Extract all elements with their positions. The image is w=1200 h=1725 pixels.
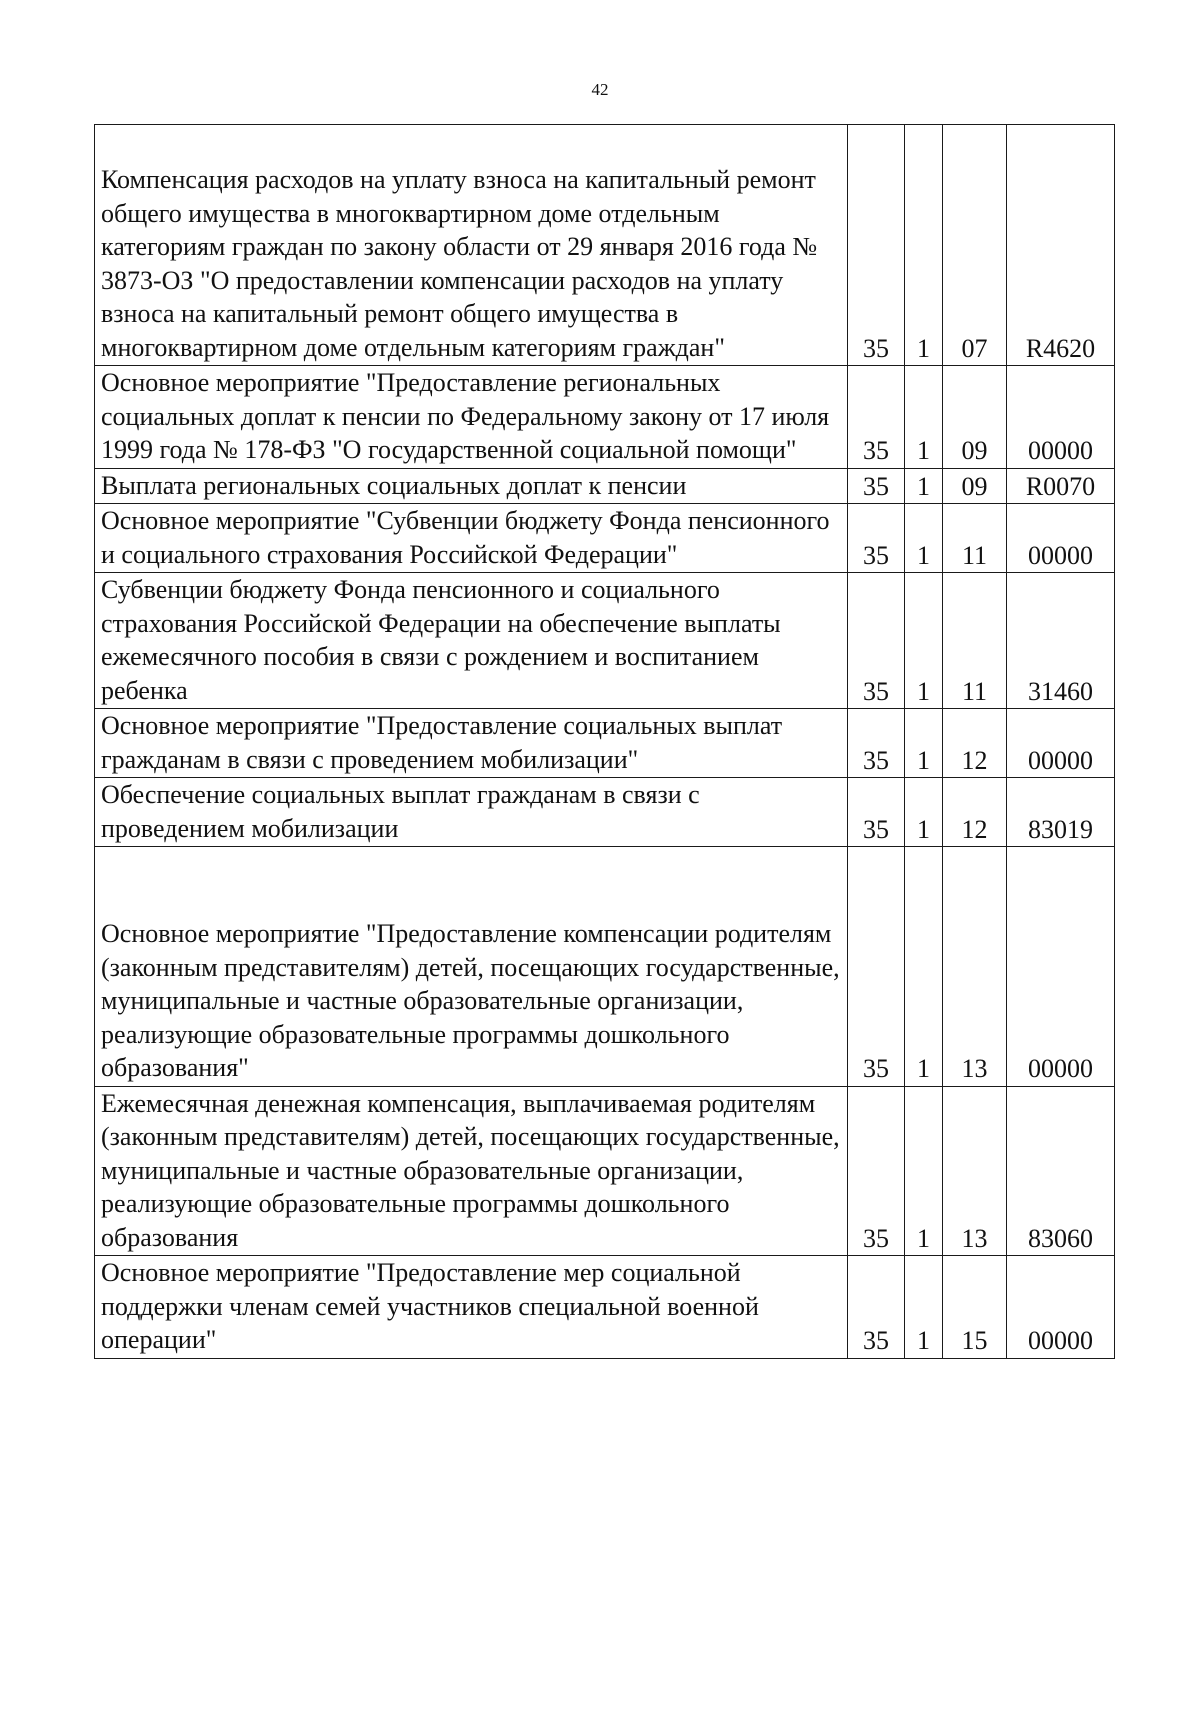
code-cell-4: 00000 — [1007, 366, 1115, 469]
code-cell-4: 31460 — [1007, 573, 1115, 709]
code-cell-4: 00000 — [1007, 847, 1115, 1087]
budget-classification-table — [94, 124, 1114, 1359]
table-row — [95, 1086, 1115, 1256]
code-cell-1: 35 — [848, 847, 905, 1087]
table-row — [95, 709, 1115, 778]
table-row — [95, 1256, 1115, 1359]
code-cell-3: 11 — [943, 504, 1007, 573]
code-cell-1: 35 — [848, 468, 905, 504]
code-cell-2: 1 — [905, 847, 943, 1087]
table-row — [95, 366, 1115, 469]
code-cell-2: 1 — [905, 504, 943, 573]
code-cell-3: 15 — [943, 1256, 1007, 1359]
code-cell-4: R4620 — [1007, 125, 1115, 366]
table — [94, 124, 1115, 1359]
code-cell-1: 35 — [848, 366, 905, 469]
code-cell-3: 13 — [943, 847, 1007, 1087]
code-cell-1: 35 — [848, 125, 905, 366]
row-name-cell: Выплата региональных социальных доплат к пенсии — [95, 468, 848, 504]
code-cell-2: 1 — [905, 709, 943, 778]
table-row — [95, 125, 1115, 366]
table-row — [95, 573, 1115, 709]
code-cell-1: 35 — [848, 1256, 905, 1359]
code-cell-3: 11 — [943, 573, 1007, 709]
code-cell-2: 1 — [905, 573, 943, 709]
row-name-cell: Основное мероприятие "Предоставление компенсации родителям (законным представителям) детей, посещающих государственные, муниципальные и частные образовательные организации, реализующие образовательные программы дошкольного образования" — [95, 847, 848, 1087]
code-cell-4: 83060 — [1007, 1086, 1115, 1256]
row-name-cell: Компенсация расходов на уплату взноса на капитальный ремонт общего имущества в многоквартирном доме отдельным категориям граждан по закону области от 29 января 2016 года № 3873-ОЗ "О предоставлении компенсации расходов на уплату взноса на капитальный ремонт общего имущества в многоквартирном доме отдельным категориям граждан" — [95, 125, 848, 366]
row-name-cell: Основное мероприятие "Предоставление социальных выплат гражданам в связи с проведением мобилизации" — [95, 709, 848, 778]
row-name-cell: Основное мероприятие "Предоставление региональных социальных доплат к пенсии по Федеральному закону от 17 июля 1999 года № 178-ФЗ "О государственной социальной помощи" — [95, 366, 848, 469]
code-cell-1: 35 — [848, 709, 905, 778]
page-number: 42 — [591, 80, 609, 99]
code-cell-3: 12 — [943, 709, 1007, 778]
table-row — [95, 468, 1115, 504]
row-name-cell: Субвенции бюджету Фонда пенсионного и социального страхования Российской Федерации на обеспечение выплаты ежемесячного пособия в связи с рождением и воспитанием ребенка — [95, 573, 848, 709]
code-cell-3: 12 — [943, 778, 1007, 847]
table-row — [95, 504, 1115, 573]
table-row — [95, 778, 1115, 847]
code-cell-1: 35 — [848, 504, 905, 573]
code-cell-2: 1 — [905, 1086, 943, 1256]
code-cell-4: 00000 — [1007, 709, 1115, 778]
code-cell-2: 1 — [905, 1256, 943, 1359]
row-name-cell: Обеспечение социальных выплат гражданам в связи с проведением мобилизации — [95, 778, 848, 847]
code-cell-4: 83019 — [1007, 778, 1115, 847]
code-cell-1: 35 — [848, 1086, 905, 1256]
code-cell-4: R0070 — [1007, 468, 1115, 504]
code-cell-1: 35 — [848, 778, 905, 847]
code-cell-4: 00000 — [1007, 504, 1115, 573]
code-cell-2: 1 — [905, 366, 943, 469]
table-row — [95, 847, 1115, 1087]
code-cell-3: 09 — [943, 468, 1007, 504]
code-cell-2: 1 — [905, 778, 943, 847]
code-cell-2: 1 — [905, 468, 943, 504]
row-name-cell: Основное мероприятие "Предоставление мер социальной поддержки членам семей участников специальной военной операции" — [95, 1256, 848, 1359]
row-name-cell: Ежемесячная денежная компенсация, выплачиваемая родителям (законным представителям) детей, посещающих государственные, муниципальные и частные образовательные организации, реализующие образовательные программы дошкольного образования — [95, 1086, 848, 1256]
code-cell-2: 1 — [905, 125, 943, 366]
code-cell-4: 00000 — [1007, 1256, 1115, 1359]
code-cell-3: 07 — [943, 125, 1007, 366]
row-name-cell: Основное мероприятие "Субвенции бюджету Фонда пенсионного и социального страхования Российской Федерации" — [95, 504, 848, 573]
code-cell-3: 13 — [943, 1086, 1007, 1256]
code-cell-3: 09 — [943, 366, 1007, 469]
code-cell-1: 35 — [848, 573, 905, 709]
